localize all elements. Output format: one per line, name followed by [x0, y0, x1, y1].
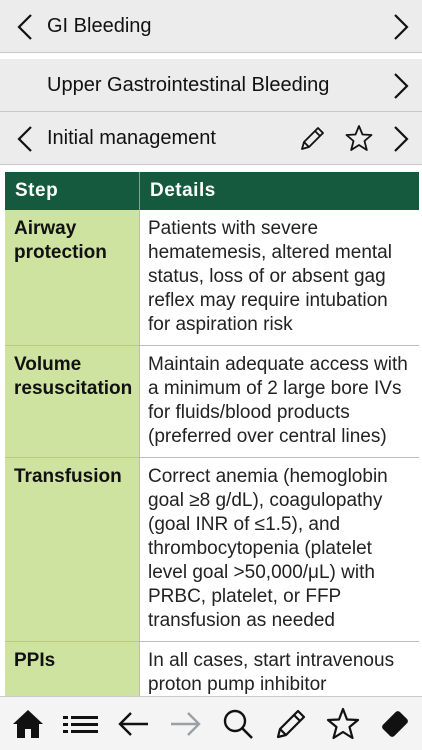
step-cell: Airway protection — [5, 210, 140, 346]
home-icon[interactable] — [11, 707, 45, 741]
step-cell: Transfusion — [5, 458, 140, 642]
nav-row-subtopic[interactable] — [0, 59, 422, 112]
forward-arrow-icon[interactable] — [168, 707, 202, 741]
management-table — [5, 172, 419, 696]
diamond-icon[interactable] — [378, 707, 412, 741]
table-row — [5, 346, 419, 458]
star-icon[interactable] — [326, 707, 360, 741]
back-chevron-icon[interactable] — [14, 13, 36, 41]
star-icon[interactable] — [345, 124, 373, 152]
pencil-icon[interactable] — [298, 125, 326, 153]
forward-chevron-icon[interactable] — [390, 125, 412, 153]
section-title: Initial management — [47, 127, 216, 149]
forward-chevron-icon[interactable] — [390, 13, 412, 41]
details-cell: Patients with severe hematemesis, altered mental status, loss of or absent gag reflex may require intubation for aspiration risk — [140, 210, 420, 346]
column-header-step: Step — [5, 172, 140, 210]
column-header-details: Details — [140, 172, 420, 210]
pencil-icon[interactable] — [274, 707, 308, 741]
forward-chevron-icon[interactable] — [390, 72, 412, 100]
details-cell: Maintain adequate access with a minimum of 2 large bore IVs for fluids/blood products (preferred over central lines) — [140, 346, 420, 458]
table-row — [5, 642, 419, 697]
bottom-toolbar — [0, 696, 422, 750]
topic-title: GI Bleeding — [47, 15, 152, 37]
subtopic-title: Upper Gastrointestinal Bleeding — [47, 74, 330, 96]
back-chevron-icon[interactable] — [14, 125, 36, 153]
back-arrow-icon[interactable] — [117, 707, 151, 741]
list-icon[interactable] — [62, 707, 96, 741]
step-cell: PPIs — [5, 642, 140, 697]
table-row — [5, 458, 419, 642]
details-cell: Correct anemia (hemoglobin goal ≥8 g/dL), coagulopathy (goal INR of ≤1.5), and thrombocytopenia (platelet level goal >50,000/μL) with PRBC, platelet, or FFP transfusion as needed — [140, 458, 420, 642]
nav-row-section — [0, 112, 422, 165]
step-cell: Volume resuscitation — [5, 346, 140, 458]
search-icon[interactable] — [221, 707, 255, 741]
nav-row-topic — [0, 0, 422, 53]
details-cell: In all cases, start intravenous proton pump inhibitor — [140, 642, 420, 697]
table-row — [5, 210, 419, 346]
